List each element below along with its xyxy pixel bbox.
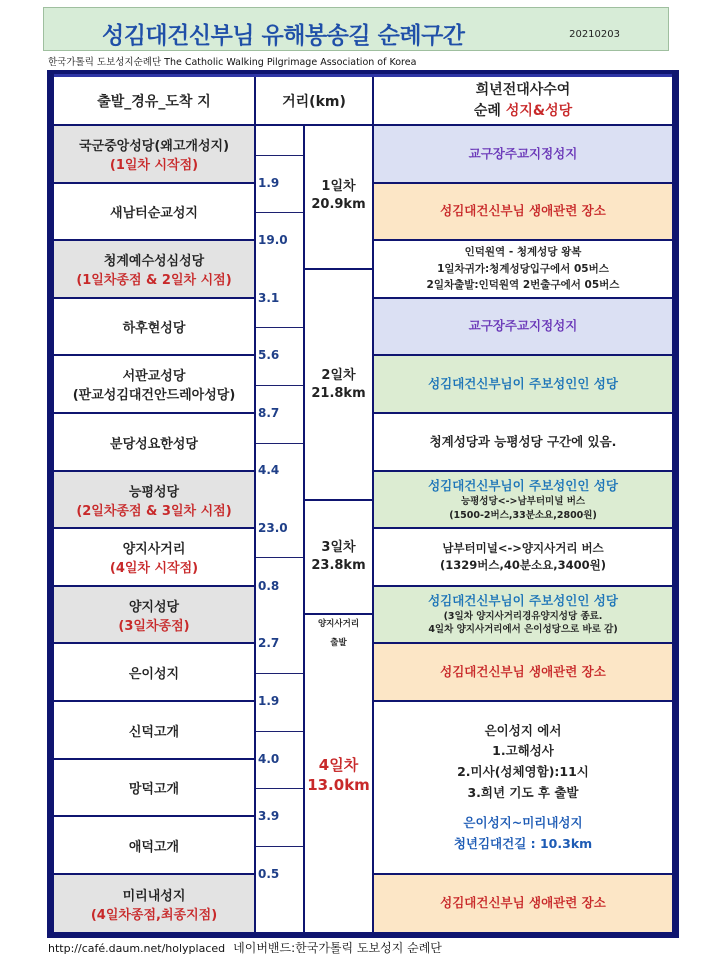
header-site-line1: 희년전대사수여 xyxy=(475,81,571,98)
distance-tick xyxy=(256,212,303,213)
location-name: 서판교성당 xyxy=(122,369,186,384)
site-info-text: 청년김대건길 : 10.3km xyxy=(453,835,593,851)
distance-tick xyxy=(256,846,303,847)
location-note: (4일차종점,최종지점) xyxy=(90,907,218,923)
location-row-2 xyxy=(54,184,254,239)
day-label: 3일차 xyxy=(321,540,356,556)
header-location-label: 출발_경유_도착 지 xyxy=(97,93,211,110)
site-info-text: 성김대건신부님 생애관련 장소 xyxy=(440,663,606,679)
distance-tick xyxy=(256,788,303,789)
site-info-4 xyxy=(374,299,672,354)
header-distance xyxy=(256,77,372,124)
distance-value: 4.4 xyxy=(258,463,280,477)
distance-value: 2.7 xyxy=(258,636,280,650)
distance-value: 0.8 xyxy=(258,579,280,593)
site-info-10 xyxy=(374,644,672,700)
day-4-start-note: 양지사거리 xyxy=(317,619,360,629)
site-info-11 xyxy=(374,702,672,873)
site-info-3 xyxy=(374,241,672,297)
day-label: 4일차 xyxy=(318,755,359,774)
location-name: 능평성당 xyxy=(128,484,180,500)
location-note: (판교성김대건안드레아성당) xyxy=(72,388,236,403)
site-info-text: (3일차 양지사거리경유양지성당 종료. xyxy=(443,610,603,622)
location-row-12 xyxy=(54,760,254,815)
day-label: 2일차 xyxy=(321,367,356,383)
header-location xyxy=(54,77,254,124)
header-site-prefix: 순례 xyxy=(473,102,501,119)
location-name: 하후현성당 xyxy=(122,321,186,336)
site-info-text: 교구장주교지정성지 xyxy=(468,145,578,161)
distance-value: 4.0 xyxy=(258,752,280,766)
site-info-text: 2.미사(성체영함):11시 xyxy=(457,763,589,779)
location-note: (1일차 시작점) xyxy=(109,158,199,173)
site-info-text: 남부터미널<->양지사거리 버스 xyxy=(442,541,604,556)
day-km: 23.8km xyxy=(311,558,366,573)
distance-tick xyxy=(256,385,303,386)
distance-tick xyxy=(256,443,303,444)
site-info-text: 교구장주교지정성지 xyxy=(468,318,578,334)
site-info-5 xyxy=(374,356,672,412)
location-name: 애덕고개 xyxy=(128,839,180,855)
day-label: 1일차 xyxy=(321,179,356,194)
footer xyxy=(48,939,442,956)
distance-value: 8.7 xyxy=(258,406,280,420)
location-row-13 xyxy=(54,817,254,873)
location-row-7 xyxy=(54,472,254,527)
site-info-text: 4일차 양지사거리에서 은이성당으로 바로 감) xyxy=(428,624,618,636)
day-2-total xyxy=(305,270,372,499)
distance-value: 19.0 xyxy=(258,233,288,247)
location-name: 청계예수성심성당 xyxy=(103,254,205,269)
location-row-10 xyxy=(54,644,254,700)
site-info-text: 성김대건신부님이 주보성인인 성당 xyxy=(428,477,618,493)
location-name: 새남터순교성지 xyxy=(110,206,198,221)
day-1-total xyxy=(305,126,372,268)
site-info-text: 능평성당<->남부터미널 버스 xyxy=(460,495,586,507)
site-info-text: 인덕원역 - 청계성당 왕복 xyxy=(464,245,582,258)
organization-line: 한국가톨릭 도보성지순례단 The Catholic Walking Pilgrimage Association of Korea xyxy=(48,57,417,68)
site-info-8 xyxy=(374,529,672,585)
location-row-8 xyxy=(54,529,254,585)
location-row-6 xyxy=(54,414,254,470)
site-info-7 xyxy=(374,472,672,527)
day-km: 13.0km xyxy=(307,776,370,795)
location-name: 신덕고개 xyxy=(128,724,180,740)
distance-value: 5.6 xyxy=(258,348,280,362)
site-info-2 xyxy=(374,184,672,239)
location-row-14 xyxy=(54,875,254,932)
header-site-line2 xyxy=(474,101,572,122)
location-note: (4일차 시작점) xyxy=(109,561,199,576)
site-info-text: (1500-2버스,33분소요,2800원) xyxy=(449,509,597,521)
distance-value: 3.9 xyxy=(258,809,280,823)
distance-value: 0.5 xyxy=(258,867,280,881)
site-info-1 xyxy=(374,126,672,182)
location-name: 국군중앙성당(왜고개성지) xyxy=(78,139,230,154)
location-name: 양지사거리 xyxy=(122,542,186,557)
site-info-text: 성김대건신부님 생애관련 장소 xyxy=(440,895,606,911)
title-banner xyxy=(43,7,669,51)
distance-tick xyxy=(256,731,303,732)
site-info-text: 성김대건신부님이 주보성인인 성당 xyxy=(428,593,618,609)
site-info-12 xyxy=(374,875,672,932)
location-row-1 xyxy=(54,126,254,182)
site-info-text: 은이성지 에서 xyxy=(484,722,562,738)
location-note: (1일차종점 & 2일차 시점) xyxy=(76,273,232,288)
site-info-text: 은이성지~미리내성지 xyxy=(463,815,583,831)
day-km: 20.9km xyxy=(311,196,366,212)
header-distance-label: 거리(km) xyxy=(282,93,346,110)
distance-tick xyxy=(256,327,303,328)
band-name: 네이버밴드:한국가톨릭 도보성지 순례단 xyxy=(233,941,442,955)
site-info-text: 1일차귀가:청계성당입구에서 05버스 xyxy=(437,262,609,275)
site-info-text: 청계성당과 능평성당 구간에 있음. xyxy=(429,433,617,449)
cafe-link[interactable]: http://café.daum.net/holyplaced xyxy=(48,942,226,955)
site-info-text: 성김대건신부님 생애관련 장소 xyxy=(440,203,606,219)
day-4-start-note2: 출발 xyxy=(330,638,347,649)
distance-tick xyxy=(256,673,303,674)
header-site-highlight: 성지&성당 xyxy=(505,102,573,119)
day-4-total xyxy=(305,615,372,932)
location-note: (3일차종점) xyxy=(118,618,190,634)
location-row-3 xyxy=(54,241,254,297)
distance-tick xyxy=(256,557,303,558)
document-date: 20210203 xyxy=(569,29,620,40)
location-row-11 xyxy=(54,702,254,758)
day-3-total xyxy=(305,501,372,613)
location-row-5 xyxy=(54,356,254,412)
site-info-text: 3.희년 기도 후 출발 xyxy=(467,784,579,800)
site-info-9 xyxy=(374,587,672,642)
location-name: 은이성지 xyxy=(128,666,180,682)
location-row-9 xyxy=(54,587,254,642)
header-site xyxy=(374,77,672,124)
location-name: 미리내성지 xyxy=(122,888,186,904)
site-info-text: 1.고해성사 xyxy=(492,743,554,759)
site-info-6 xyxy=(374,414,672,470)
distance-value: 1.9 xyxy=(258,176,280,190)
location-name: 분당성요한성당 xyxy=(110,436,198,452)
distance-value: 1.9 xyxy=(258,694,280,708)
location-row-4 xyxy=(54,299,254,354)
site-info-text: 2일차출발:인덕원역 2번출구에서 05버스 xyxy=(426,279,620,292)
location-name: 망덕고개 xyxy=(128,782,180,797)
distance-value: 3.1 xyxy=(258,291,280,305)
distance-tick xyxy=(256,155,303,156)
location-note: (2일차종점 & 3일차 시점) xyxy=(76,503,232,519)
page-title: 성김대건신부님 유해봉송길 순례구간 xyxy=(102,23,465,49)
location-name: 양지성당 xyxy=(128,599,180,615)
site-info-text: 성김대건신부님이 주보성인인 성당 xyxy=(428,375,618,391)
distance-value: 23.0 xyxy=(258,521,288,535)
site-info-text: (1329버스,40분소요,3400원) xyxy=(440,558,606,572)
day-km: 21.8km xyxy=(311,385,366,401)
